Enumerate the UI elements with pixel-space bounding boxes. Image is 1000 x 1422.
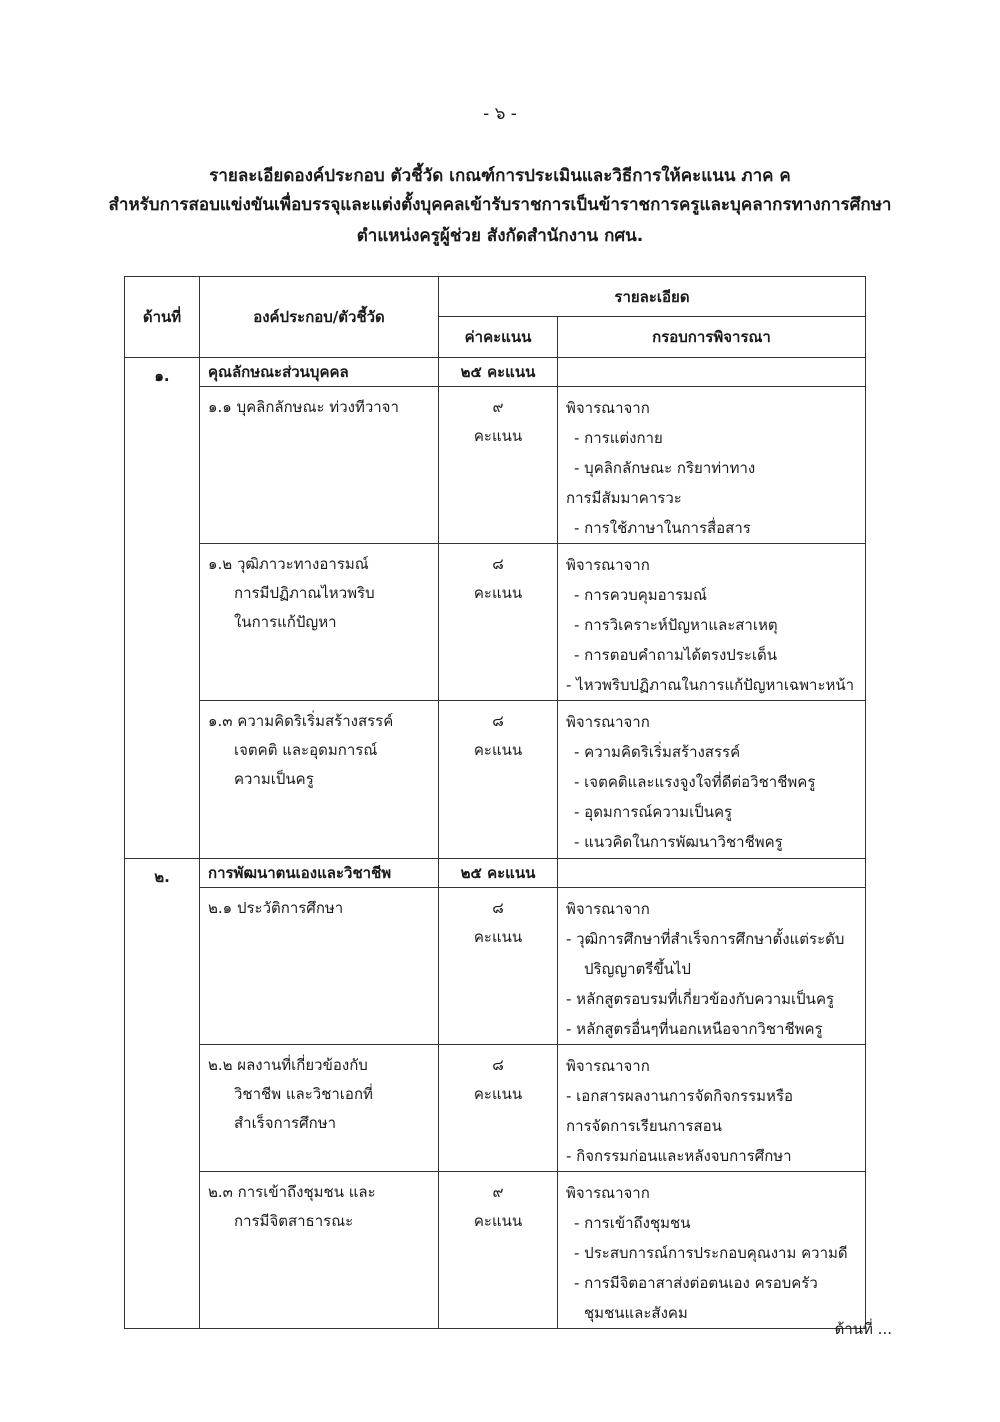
detail-line: ชุมชนและสังคม <box>584 1304 688 1322</box>
score-unit: คะแนน <box>473 427 523 445</box>
indicator-name-line: ความเป็นครู <box>234 770 314 788</box>
indicator-name <box>200 888 439 1045</box>
table-row <box>125 701 866 859</box>
indicator-score <box>439 387 558 544</box>
detail-line: ปริญญาตรีขึ้นไป <box>584 960 691 978</box>
document-title-line-3: ตำแหน่งครูผู้ช่วย สังกัดสำนักงาน กศน. <box>356 226 644 246</box>
table-row <box>125 1172 866 1329</box>
header-score: ค่าคะแนน <box>439 317 558 358</box>
detail-line: พิจารณาจาก <box>566 1057 650 1075</box>
detail-line: - การเข้าถึงชุมชน <box>574 1214 691 1232</box>
section-title: คุณลักษณะส่วนบุคคล <box>200 358 439 387</box>
detail-line: - ไหวพริบปฏิภาณในการแก้ปัญหาเฉพาะหน้า <box>566 676 855 694</box>
indicator-name <box>200 544 439 701</box>
detail-line: - การแต่งกาย <box>574 429 663 447</box>
indicator-score <box>439 701 558 859</box>
indicator-name-line: เจตคติ และอุดมการณ์ <box>234 741 378 759</box>
section-detail-empty <box>558 859 866 888</box>
indicator-name-line: สำเร็จการศึกษา <box>234 1114 337 1132</box>
section-row-2 <box>125 859 866 888</box>
indicator-name-line: ๒.๒ ผลงานที่เกี่ยวข้องกับ <box>208 1056 368 1074</box>
evaluation-table <box>124 276 866 1329</box>
indicator-detail <box>558 888 866 1045</box>
detail-line: การมีสัมมาคารวะ <box>566 489 682 507</box>
section-score: ๒๕ คะแนน <box>439 859 558 888</box>
indicator-name-line: ๑.๑ บุคลิกลักษณะ ท่วงทีวาจา <box>208 398 399 416</box>
score-unit: คะแนน <box>473 584 523 602</box>
detail-line: พิจารณาจาก <box>566 399 650 417</box>
indicator-score <box>439 888 558 1045</box>
detail-line: - หลักสูตรอื่นๆที่นอกเหนือจากวิชาชีพครู <box>566 1020 823 1038</box>
score-unit: คะแนน <box>473 1085 523 1103</box>
score-unit: คะแนน <box>473 928 523 946</box>
table-row <box>125 387 866 544</box>
table-row <box>125 544 866 701</box>
indicator-name-line: ๒.๑ ประวัติการศึกษา <box>208 899 344 917</box>
indicator-detail <box>558 387 866 544</box>
detail-line: - เอกสารผลงานการจัดกิจกรรมหรือ <box>566 1087 794 1105</box>
indicator-name <box>200 1045 439 1172</box>
header-details: รายละเอียด <box>439 277 866 317</box>
score-value: ๘ <box>492 555 504 573</box>
indicator-name-line: ๒.๓ การเข้าถึงชุมชน และ <box>208 1183 376 1201</box>
section-row-1 <box>125 358 866 387</box>
indicator-score <box>439 544 558 701</box>
detail-line: - การวิเคราะห์ปัญหาและสาเหตุ <box>574 616 778 634</box>
detail-line: - แนวคิดในการพัฒนาวิชาชีพครู <box>574 833 783 851</box>
indicator-name-line: ๑.๓ ความคิดริเริ่มสร้างสรรค์ <box>208 712 394 730</box>
indicator-score <box>439 1045 558 1172</box>
footer-continuation: ด้านที่ ... <box>834 1320 892 1338</box>
indicator-detail <box>558 1045 866 1172</box>
detail-line: - การใช้ภาษาในการสื่อสาร <box>574 519 751 537</box>
detail-line: - ประสบการณ์การประกอบคุณงาม ความดี <box>574 1244 848 1262</box>
indicator-score <box>439 1172 558 1329</box>
indicator-name <box>200 1172 439 1329</box>
indicator-detail <box>558 1172 866 1329</box>
table-row <box>125 1045 866 1172</box>
indicator-name <box>200 387 439 544</box>
score-value: ๘ <box>492 712 504 730</box>
detail-line: - หลักสูตรอบรมที่เกี่ยวข้องกับความเป็นครู <box>566 990 835 1008</box>
indicator-detail <box>558 544 866 701</box>
detail-line: - ความคิดริเริ่มสร้างสรรค์ <box>574 743 741 761</box>
indicator-name-line: การมีปฏิภาณไหวพริบ <box>234 584 375 602</box>
section-title: การพัฒนาตนเองและวิชาชีพ <box>200 859 439 888</box>
detail-line: พิจารณาจาก <box>566 556 650 574</box>
document-title-line-1: รายละเอียดองค์ประกอบ ตัวชี้วัด เกณฑ์การประเมินและวิธีการให้คะแนน ภาค ค <box>209 166 791 186</box>
score-value: ๙ <box>492 398 504 416</box>
indicator-name-line: การมีจิตสาธารณะ <box>234 1212 354 1230</box>
header-framework: กรอบการพิจารณา <box>558 317 866 358</box>
score-unit: คะแนน <box>473 741 523 759</box>
section-score: ๒๕ คะแนน <box>439 358 558 387</box>
indicator-name-line: ๑.๒ วุฒิภาวะทางอารมณ์ <box>208 555 369 573</box>
indicator-name-line: ในการแก้ปัญหา <box>234 613 337 631</box>
indicator-name <box>200 701 439 859</box>
score-value: ๘ <box>492 899 504 917</box>
detail-line: การจัดการเรียนการสอน <box>566 1117 722 1135</box>
detail-line: - การควบคุมอารมณ์ <box>574 586 707 604</box>
detail-line: - การตอบคำถามได้ตรงประเด็น <box>574 646 778 664</box>
header-side: ด้านที่ <box>125 277 200 358</box>
section-code: ๑. <box>125 358 200 859</box>
detail-line: - กิจกรรมก่อนและหลังจบการศึกษา <box>566 1147 792 1165</box>
header-component: องค์ประกอบ/ตัวชี้วัด <box>200 277 439 358</box>
detail-line: - บุคลิกลักษณะ กริยาท่าทาง <box>574 459 756 477</box>
detail-line: - วุฒิการศึกษาที่สำเร็จการศึกษาตั้งแต่ระดับ <box>566 930 845 948</box>
indicator-name-line: วิชาชีพ และวิชาเอกที่ <box>234 1085 373 1103</box>
indicator-detail <box>558 701 866 859</box>
section-detail-empty <box>558 358 866 387</box>
table-row <box>125 888 866 1045</box>
detail-line: - เจตคติและแรงจูงใจที่ดีต่อวิชาชีพครู <box>574 773 816 791</box>
detail-line: - อุดมการณ์ความเป็นครู <box>574 803 733 821</box>
score-value: ๙ <box>492 1183 504 1201</box>
page-number: - ๖ - <box>483 104 517 124</box>
score-unit: คะแนน <box>473 1212 523 1230</box>
score-value: ๘ <box>492 1056 504 1074</box>
section-code: ๒. <box>125 859 200 1329</box>
detail-line: พิจารณาจาก <box>566 713 650 731</box>
document-title-line-2: สำหรับการสอบแข่งขันเพื่อบรรจุและแต่งตั้งบุคคลเข้ารับราชการเป็นข้าราชการครูและบุคลากรทางการศึกษา <box>108 195 892 215</box>
detail-line: พิจารณาจาก <box>566 900 650 918</box>
detail-line: - การมีจิตอาสาส่งต่อตนเอง ครอบครัว <box>574 1274 818 1292</box>
detail-line: พิจารณาจาก <box>566 1184 650 1202</box>
